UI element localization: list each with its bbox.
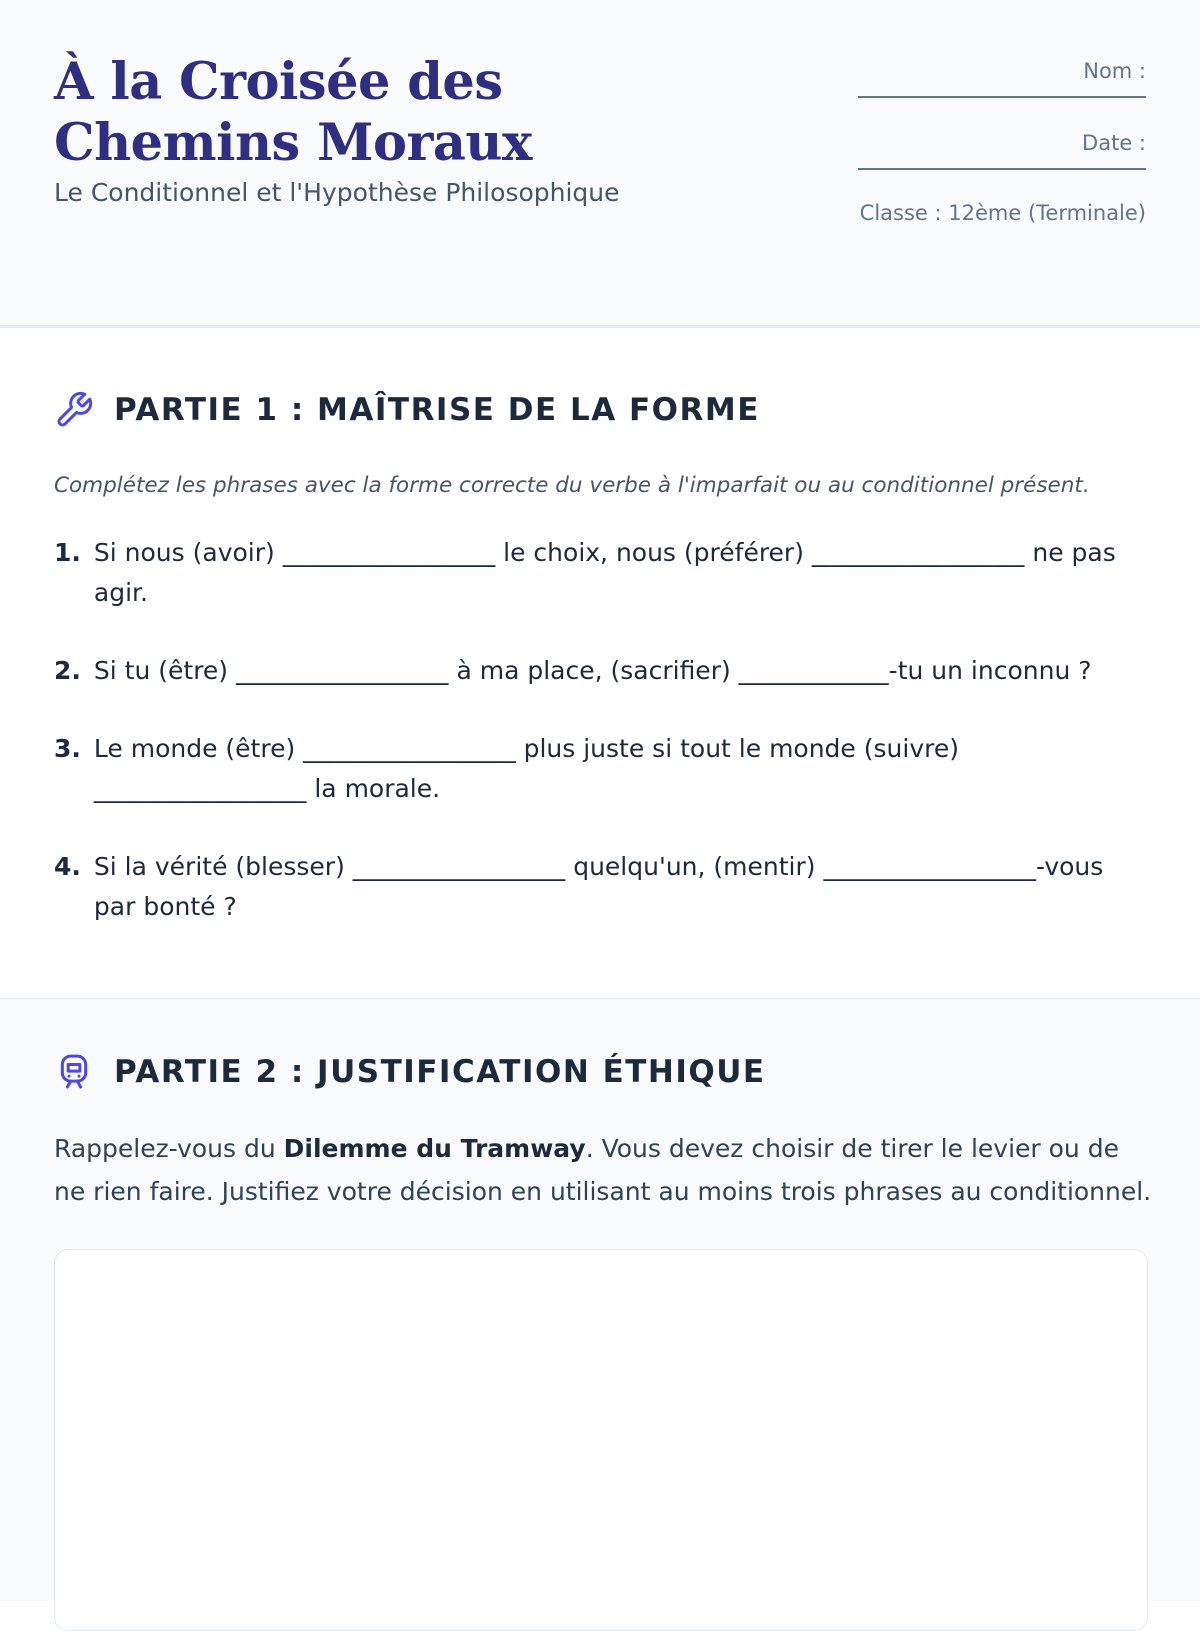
question-text: Le monde (être) _________________ plus juste si tout le monde (suivre) _________________ la morale.	[93, 734, 959, 803]
section-2-heading	[54, 1052, 766, 1092]
question-number: 1.	[54, 538, 81, 567]
question-text: Si nous (avoir) _________________ le choix, nous (préférer) _________________ ne pas agir.	[93, 538, 1116, 607]
question-text: Si la vérité (blesser) _________________ quelqu'un, (mentir) _________________-vous par bonté ?	[93, 852, 1104, 921]
section-part-2	[0, 999, 1200, 1601]
question-number: 2.	[54, 656, 81, 685]
question-item	[54, 729, 1144, 809]
section-1-heading	[54, 390, 760, 430]
question-item	[54, 651, 1144, 691]
student-info	[846, 56, 1146, 228]
wrench-icon	[54, 390, 94, 430]
section-1-title: PARTIE 1 : MAÎTRISE DE LA FORME	[114, 392, 760, 428]
question-number: 4.	[54, 852, 81, 881]
tram-icon	[54, 1052, 94, 1092]
question-list	[54, 533, 1144, 965]
worksheet-header	[0, 0, 1200, 328]
question-number: 3.	[54, 734, 81, 763]
name-label: Nom :	[1083, 59, 1146, 83]
date-field[interactable]	[858, 168, 1146, 170]
prompt-text-end: . Vous devez choisir de tirer le levier ou de ne rien faire. Justifiez votre décision en utilisant au moins trois phrases au conditionnel.	[54, 1134, 1152, 1206]
date-label: Date :	[1082, 131, 1146, 155]
question-text: Si tu (être) _________________ à ma place, (sacrifier) ____________-tu un inconnu ?	[93, 656, 1092, 685]
page-subtitle: Le Conditionnel et l'Hypothèse Philosophique	[54, 178, 620, 207]
section-2-title: PARTIE 2 : JUSTIFICATION ÉTHIQUE	[114, 1054, 766, 1090]
prompt-emphasis: Dilemme du Tramway	[283, 1134, 586, 1163]
answer-textarea[interactable]	[54, 1249, 1148, 1631]
question-item	[54, 533, 1144, 613]
page-title: À la Croisée des Chemins Moraux	[54, 52, 532, 173]
section-2-prompt	[54, 1127, 1154, 1213]
section-1-instruction: Complétez les phrases avec la forme correcte du verbe à l'imparfait ou au conditionnel présent.	[54, 473, 1090, 498]
question-item	[54, 847, 1144, 927]
name-field[interactable]	[858, 96, 1146, 98]
prompt-text-start: Rappelez-vous du	[54, 1134, 284, 1163]
class-label: Classe : 12ème (Terminale)	[859, 201, 1146, 225]
section-part-1	[0, 328, 1200, 999]
